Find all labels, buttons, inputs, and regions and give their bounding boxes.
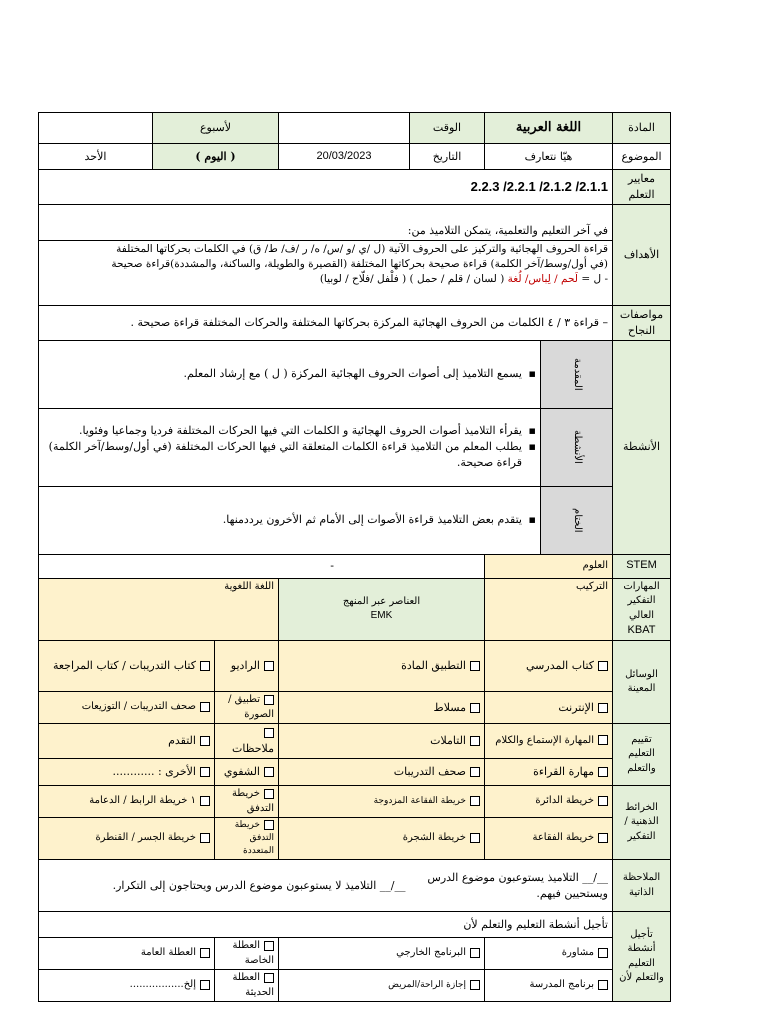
stage-main-item-1: ▪ يقرأء التلاميذ أصوات الحروف الهجائية و الكلمات التي فيها الحركات المختلفة فرديا وجماعيا وفئويا. <box>43 423 522 439</box>
stage-intro-item: ▪ يسمع التلاميذ إلى أصوات الحروف الهجائية المركزة ( ل ) مع إرشاد المعلم. <box>43 366 522 382</box>
kbat-language: اللغة اللغوية <box>38 578 278 640</box>
checkbox[interactable] <box>470 736 480 746</box>
postpone-cell-3 <box>214 938 278 970</box>
checkbox[interactable] <box>470 661 480 671</box>
resource-item-7: تطبيق / الصورة <box>228 694 274 720</box>
standards-label: معايير التعلم <box>613 170 671 205</box>
postpone-cell-4 <box>38 938 214 970</box>
map-cell-1 <box>484 786 612 818</box>
objectives-cell <box>38 204 612 305</box>
checkbox[interactable] <box>264 973 274 983</box>
objectives-label: الأهداف <box>613 204 671 305</box>
subject-label: المادة <box>613 113 671 144</box>
map-cell-5 <box>484 818 612 860</box>
postpone-item-3: العطلة الخاصة <box>232 940 274 966</box>
postpone-cell-8 <box>38 970 214 1002</box>
map-item-5: خريطة الفقاعة <box>532 832 594 844</box>
map-cell-7 <box>214 818 278 860</box>
stage-closing-cell <box>38 486 540 554</box>
lesson-plan-sheet <box>39 112 671 1002</box>
time-label: الوقت <box>409 113 484 144</box>
resource-cell-8 <box>38 692 214 724</box>
emk-cell <box>278 578 484 640</box>
reflection-label: الملاحظة الذاتية <box>613 860 671 912</box>
objectives-line3-end: ( فلْفل /فلّاح / لوبيا) <box>319 272 407 285</box>
stem-label: STEM <box>613 554 671 578</box>
map-item-2: خريطة الفقاعة المزدوجة <box>373 796 466 807</box>
standards-value: 2.1.1/ 2.1.2/ 2.2.1/ 2.2.3 <box>38 170 612 205</box>
map-cell-8 <box>38 818 214 860</box>
checkbox[interactable] <box>200 948 210 958</box>
postpone-cell-1 <box>484 938 612 970</box>
resource-item-2: التطبيق المادة <box>401 659 466 673</box>
kbat-composition: التركيب <box>484 578 612 640</box>
date-value: 20/03/2023 <box>278 144 409 170</box>
checkbox[interactable] <box>200 736 210 746</box>
checkbox[interactable] <box>470 767 480 777</box>
stage-closing-item: ▪ يتقدم بعض التلاميذ قراءة الأصوات إلى الأمام ثم الأخرون يرددمنها. <box>43 512 522 528</box>
objectives-line2: (في أول/وسط/آخر الكلمة) قراءة صحيحة بحركاتها المختلفة (القصيرة والطويلة، والساكنة، والمشددة)قراءة صحيحة <box>111 257 608 270</box>
postpone-item-1: مشاورة <box>561 947 594 959</box>
checkbox[interactable] <box>264 820 274 830</box>
objectives-line3-red: لَحم / لِباس/ لُغة <box>507 272 578 285</box>
map-cell-2 <box>278 786 484 818</box>
reflection-left: __/__ التلاميذ لا يستوعبون موضوع الدرس ويحتاجون إلى التكرار. <box>38 860 409 912</box>
assessment-cell-7 <box>214 759 278 786</box>
map-cell-6 <box>278 818 484 860</box>
objectives-intro: في آخر التعليم والتعلمية، يتمكن التلاميذ من: <box>39 222 612 241</box>
map-item-3: خريطة التدفق <box>231 788 274 814</box>
checkbox[interactable] <box>470 703 480 713</box>
assessment-item-4: التقدم <box>168 734 196 748</box>
checkbox[interactable] <box>264 941 274 951</box>
postpone-item-5: برنامج المدرسة <box>529 979 594 991</box>
checkbox[interactable] <box>598 703 608 713</box>
checkbox[interactable] <box>470 796 480 806</box>
assessment-cell-2 <box>278 724 484 759</box>
postpone-cell-2 <box>278 938 484 970</box>
map-item-1: خريطة الدائرة <box>535 795 594 807</box>
kbat-label-line2: KBAT <box>627 624 656 637</box>
subject-value: اللغة العربية <box>484 113 612 144</box>
objectives-line3 <box>43 272 608 287</box>
assessment-item-5: مهارة القراءة <box>533 765 594 779</box>
success-label: مواصفات النجاح <box>613 305 671 340</box>
resource-cell-6 <box>278 692 484 724</box>
assessment-item-3: ملاحظات <box>231 742 274 756</box>
day-value: ( اليوم ) <box>152 144 278 170</box>
objectives-line3-prefix: - ل = <box>581 272 608 285</box>
checkbox[interactable] <box>200 980 210 990</box>
resource-cell-3 <box>214 641 278 692</box>
checkbox[interactable] <box>200 661 210 671</box>
checkbox[interactable] <box>598 735 608 745</box>
assessment-label: تقييم التعليم والتعلم <box>613 724 671 786</box>
assessment-cell-6 <box>278 759 484 786</box>
resource-item-1: كتاب المدرسي <box>526 659 594 673</box>
kbat-label-line1: المهارات التفكير العالي <box>623 580 660 621</box>
topic-label: الموضوع <box>613 144 671 170</box>
resource-cell-4 <box>38 641 214 692</box>
emk-line1: العناصر عبر المنهج <box>342 595 421 607</box>
activities-label: الأنشطة <box>613 340 671 554</box>
assessment-item-7: الشفوي <box>223 765 260 779</box>
assessment-cell-8 <box>38 759 214 786</box>
checkbox[interactable] <box>598 833 608 843</box>
checkbox[interactable] <box>264 767 274 777</box>
resource-item-4: كتاب التدريبات / كتاب المراجعة <box>52 659 196 673</box>
postpone-text: تأجيل أنشطة التعليم والتعلم لأن <box>38 912 612 938</box>
resource-cell-2 <box>278 641 484 692</box>
resources-label: الوسائل المعينة <box>613 641 671 724</box>
checkbox[interactable] <box>200 702 210 712</box>
checkbox[interactable] <box>470 980 480 990</box>
checkbox[interactable] <box>264 695 274 705</box>
resource-cell-5 <box>484 692 612 724</box>
stage-intro-label: المقدمة <box>541 340 613 408</box>
assessment-item-8: الأخرى : ............ <box>112 765 196 779</box>
map-cell-4 <box>38 786 214 818</box>
postpone-item-4: العطلة العامة <box>140 947 196 959</box>
kbat-label <box>613 578 671 640</box>
stage-main-item-2: ▪ يطلب المعلم من التلاميذ قراءة الكلمات المتعلقة التي فيها الحركات المختلفة (في أول/وسط/آخر الكلمة) قراءة صحيحة. <box>43 439 522 471</box>
checkbox[interactable] <box>598 796 608 806</box>
checkbox[interactable] <box>470 948 480 958</box>
map-item-4: ١ خريطة الرابط / الدعامة <box>89 795 196 807</box>
map-cell-3 <box>214 786 278 818</box>
reflection-right: __/__ التلاميذ يستوعبون موضوع الدرس ويستحيين فيهم. <box>409 860 612 912</box>
assessment-item-1: المهارة الإستماع والكلام <box>495 734 594 746</box>
stage-main-cell <box>38 408 540 486</box>
assessment-cell-4 <box>38 724 214 759</box>
checkbox[interactable] <box>200 767 210 777</box>
checkbox[interactable] <box>264 789 274 799</box>
checkbox[interactable] <box>264 661 274 671</box>
topic-value: هيّا نتعارف <box>484 144 612 170</box>
resource-item-5: الإنترنت <box>558 700 594 714</box>
checkbox[interactable] <box>470 833 480 843</box>
success-value: – قراءة ٣ / ٤ الكلمات من الحروف الهجائية المركزة بحركاتها المختلفة والحركات المختلفة قراءة صحيحة . <box>38 305 612 340</box>
checkbox[interactable] <box>200 796 210 806</box>
assessment-cell-3 <box>214 724 278 759</box>
checkbox[interactable] <box>598 767 608 777</box>
objectives-line3-mid: ( لسان / قلم / حمل ) <box>409 272 505 285</box>
resource-item-8: صحف التدريبات / التوزيعات <box>81 701 196 713</box>
day-name: الأحد <box>38 144 152 170</box>
postpone-label: تأجيل أنشطة التعليم والتعلم لأن <box>613 912 671 1002</box>
emk-line2: EMK <box>370 610 393 622</box>
postpone-cell-6 <box>278 970 484 1002</box>
time-value <box>278 113 409 144</box>
resource-cell-1 <box>484 641 612 692</box>
checkbox[interactable] <box>200 833 210 843</box>
postpone-cell-7 <box>214 970 278 1002</box>
stage-intro-cell <box>38 340 540 408</box>
map-item-8: خريطة الجسر / القنطرة <box>95 832 196 844</box>
checkbox[interactable] <box>598 661 608 671</box>
date-label: التاريخ <box>409 144 484 170</box>
postpone-item-2: البرنامج الخارجي <box>396 947 466 959</box>
postpone-item-7: العطلة الحديثة <box>232 972 274 998</box>
maps-label: الخرائط الذهنية / التفكير <box>613 786 671 860</box>
stage-closing-label: الختام <box>541 486 613 554</box>
postpone-item-8: إلخ................. <box>129 979 196 991</box>
assessment-item-6: صحف التدريبات <box>393 765 466 779</box>
week-blank <box>38 113 152 144</box>
resource-item-6: مسلاط <box>433 700 466 714</box>
checkbox[interactable] <box>598 948 608 958</box>
map-item-6: خريطة الشجرة <box>402 832 466 844</box>
postpone-cell-5 <box>484 970 612 1002</box>
stage-main-label: الأنشطة <box>541 408 613 486</box>
checkbox[interactable] <box>264 728 274 738</box>
stem-dash: - <box>38 554 484 578</box>
lesson-plan-table <box>38 112 671 1002</box>
postpone-item-6: إجازة الراحة/المريض <box>388 980 466 991</box>
assessment-item-2: التاملات <box>430 734 466 748</box>
resource-item-3: الراديو <box>230 659 260 673</box>
objectives-line1: قراءة الحروف الهجائية والتركيز على الحروف الآتية (ل /ي /و /س/ ه/ ر /ف/ ط/ ق) في الكلمات بحركاتها المختلفة <box>116 242 608 255</box>
assessment-cell-1 <box>484 724 612 759</box>
map-item-7: خريطة التدفق المتعددة <box>234 820 274 857</box>
resource-cell-7 <box>214 692 278 724</box>
week-value: لأسبوع <box>152 113 278 144</box>
stem-science: العلوم <box>484 554 612 578</box>
assessment-cell-5 <box>484 759 612 786</box>
checkbox[interactable] <box>598 980 608 990</box>
